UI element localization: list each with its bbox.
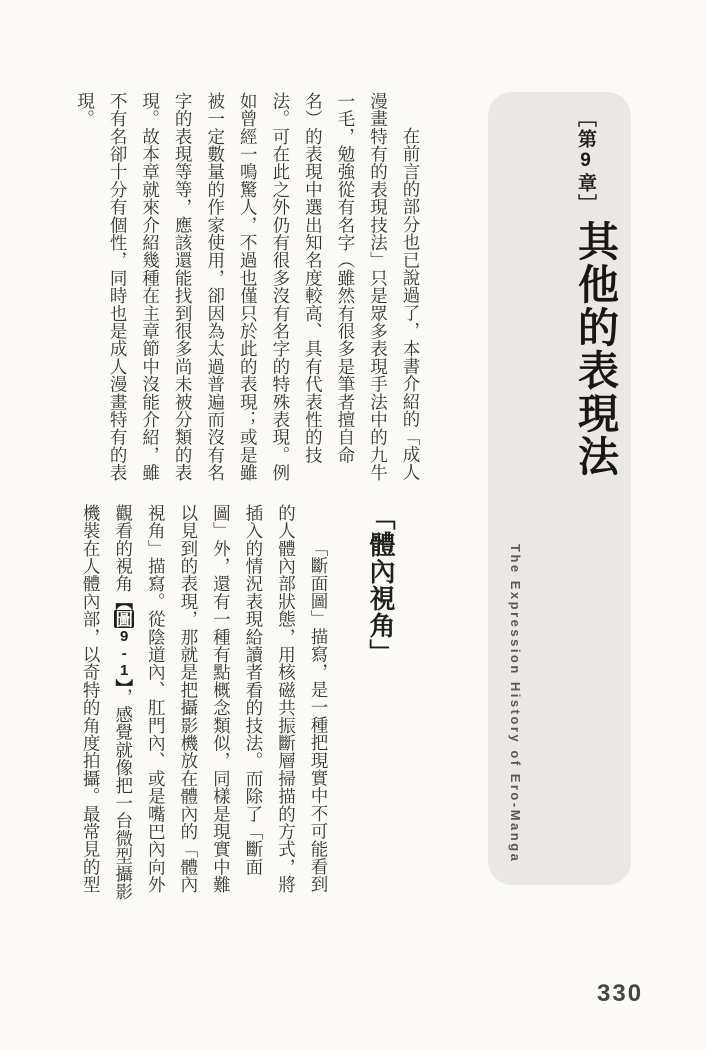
figure-badge-icon: 圖 xyxy=(113,610,134,628)
intro-paragraph xyxy=(65,92,427,502)
intro-column: 現。故本章就來介紹幾種在主章節中沒能介紹，雖 xyxy=(140,92,161,482)
intro-column: 不有名卻十分有個性，同時也是成人漫畫特有的表 xyxy=(108,92,129,482)
intro-column: 字的表現等等，應該還能找到很多尚未被分類的表 xyxy=(173,92,194,482)
intro-column: 現。 xyxy=(75,92,96,128)
body-section xyxy=(60,504,400,924)
figure-ref-post-text: ，感覺就像把一台微型攝影 xyxy=(113,687,134,901)
chapter-subtitle-english: The Expression History of Ero-Manga xyxy=(508,544,523,864)
intro-column: 名）的表現中選出知名度較高、具有代表性的技 xyxy=(303,92,324,464)
chapter-title: 其他的表現法 xyxy=(572,220,618,478)
section-column: 「斷面圖」描寫，是一種把現實中不可能看到 xyxy=(309,539,329,893)
section-column: 插入的情況表現給讀者看的技法。而除了「斷面 xyxy=(243,504,264,876)
intro-column: 被一定數量的作家使用，卻因為太過普遍而沒有名 xyxy=(205,92,226,482)
intro-column: 在前言的部分也已說過了，本書介紹的「成人 xyxy=(401,127,421,481)
chapter-label-prefix: ［第 xyxy=(575,108,596,150)
section-heading: 「體內視角」 xyxy=(366,504,396,666)
section-column: 以見到的表現，那就是把攝影機放在體內的「體內 xyxy=(178,504,199,894)
chapter-number-label xyxy=(572,108,599,215)
page-number: 330 xyxy=(597,980,644,1007)
section-column: 機裝在人體內部，以奇特的角度拍攝。最常見的型 xyxy=(81,504,102,894)
chapter-label-number: 9 xyxy=(575,150,596,173)
intro-column: 一毛，勉強從有名字（雖然有很多是筆者擅自命 xyxy=(335,92,356,464)
section-column: 視角」描寫。從陰道內、肛門內、或是嘴巴內向外 xyxy=(146,504,167,894)
section-column-figure-ref xyxy=(107,504,140,924)
intro-column: 漫畫特有的表現技法」只是眾多表現手法中的九牛 xyxy=(368,92,389,482)
chapter-banner xyxy=(488,92,631,885)
figure-ref-close-bracket: 】 xyxy=(113,678,134,688)
section-column: 圖」外，還有一種有點概念類似，同樣是現實中難 xyxy=(211,504,232,894)
figure-ref-open-bracket: 【 xyxy=(113,592,134,611)
figure-ref-number: 9-1 xyxy=(115,627,133,679)
intro-column: 法。可在此之外仍有很多沒有名字的特殊表現。例 xyxy=(270,92,291,482)
section-column: 的人體內部狀態，用核磁共振斷層掃描的方式，將 xyxy=(276,504,297,894)
figure-ref-pre-text: 觀看的視角 xyxy=(113,504,134,593)
chapter-label-suffix: 章］ xyxy=(575,173,596,215)
intro-column: 如曾經一鳴驚人，不過也僅只於此的表現；或是雖 xyxy=(238,92,259,482)
